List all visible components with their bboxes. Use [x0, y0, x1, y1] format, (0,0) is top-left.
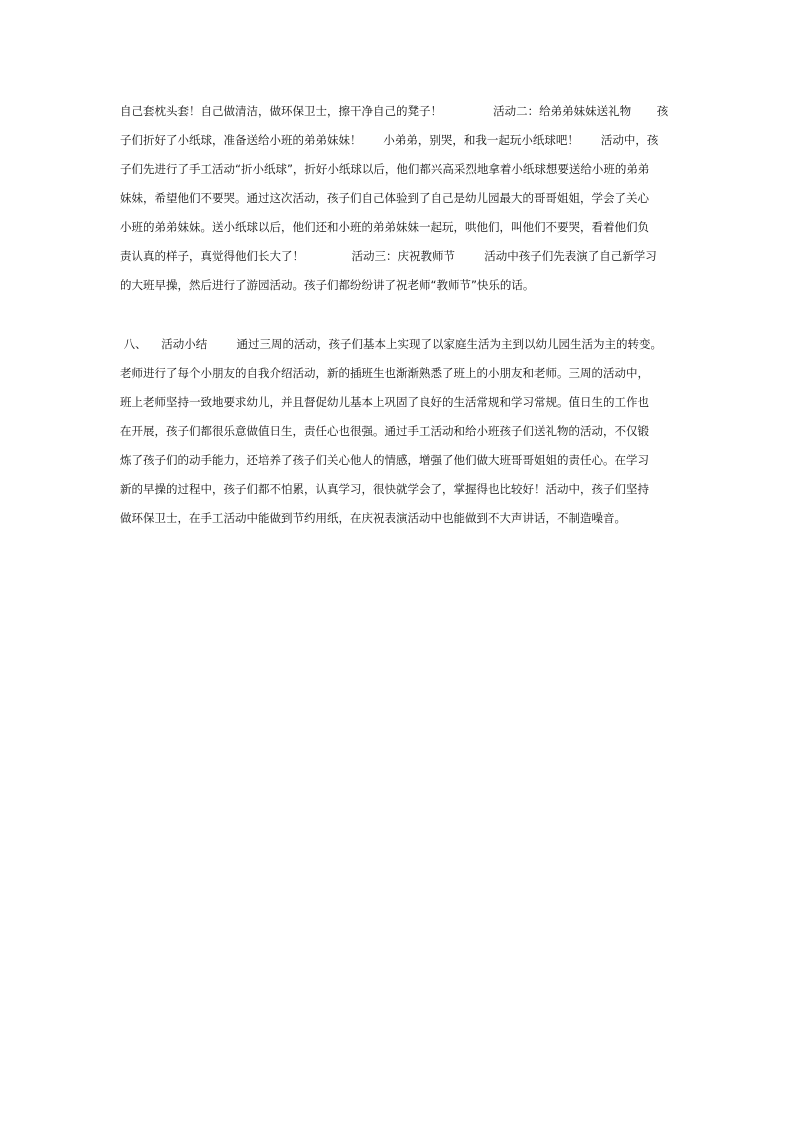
text-line: 责认真的样子，真觉得他们长大了！ 活动三：庆祝教师节 活动中孩子们先表演了自己新学习 — [120, 249, 657, 263]
text-line: 小班的弟弟妹妹。送小纸球以后，他们还和小班的弟弟妹妹一起玩，哄他们，叫他们不要哭，看着他们负 — [120, 220, 649, 234]
text-line: 子们先进行了手工活动“折小纸球”，折好小纸球以后，他们都兴高采烈地拿着小纸球想要送给小班的弟弟 — [120, 162, 650, 176]
text-line: 子们折好了小纸球，准备送给小班的弟弟妹妹！ 小弟弟，别哭，和我一起玩小纸球吧！ 活动中，孩 — [120, 133, 659, 147]
text-line: 班上老师坚持一致地要求幼儿，并且督促幼儿基本上巩固了良好的生活常规和学习常规。值日生的工作也 — [120, 395, 649, 409]
text-line: 老师进行了每个小朋友的自我介绍活动，新的插班生也渐渐熟悉了班上的小朋友和老师。三周的活动中， — [120, 366, 649, 380]
text-line: 妹妹，希望他们不要哭。通过这次活动，孩子们自己体验到了自己是幼儿园最大的哥哥姐姐，学会了关心 — [120, 191, 649, 205]
text-line: 新的早操的过程中，孩子们都不怕累，认真学习，很快就学会了，掌握得也比较好！活动中，孩子们坚持 — [120, 482, 649, 496]
section-heading-line: 八、 活动小结 通过三周的活动，孩子们基本上实现了以家庭生活为主到以幼儿园生活为主的转变。 — [120, 337, 663, 351]
text-line: 的大班早操，然后进行了游园活动。孩子们都纷纷讲了祝老师“教师节”快乐的话。 — [120, 278, 535, 292]
text-line: 在开展，孩子们都很乐意做值日生，责任心也很强。通过手工活动和给小班孩子们送礼物的活动，不仅锻 — [120, 424, 649, 438]
text-line: 自己套枕头套！自己做清洁，做环保卫士，擦干净自己的凳子！ 活动二：给弟弟妹妹送礼物 孩 — [120, 104, 669, 118]
text-line: 炼了孩子们的动手能力，还培养了孩子们关心他人的情感，增强了他们做大班哥哥姐姐的责任心。在学习 — [120, 453, 649, 467]
text-line: 做环保卫士，在手工活动中能做到节约用纸，在庆祝表演活动中也能做到不大声讲话，不制造噪音。 — [120, 511, 626, 525]
